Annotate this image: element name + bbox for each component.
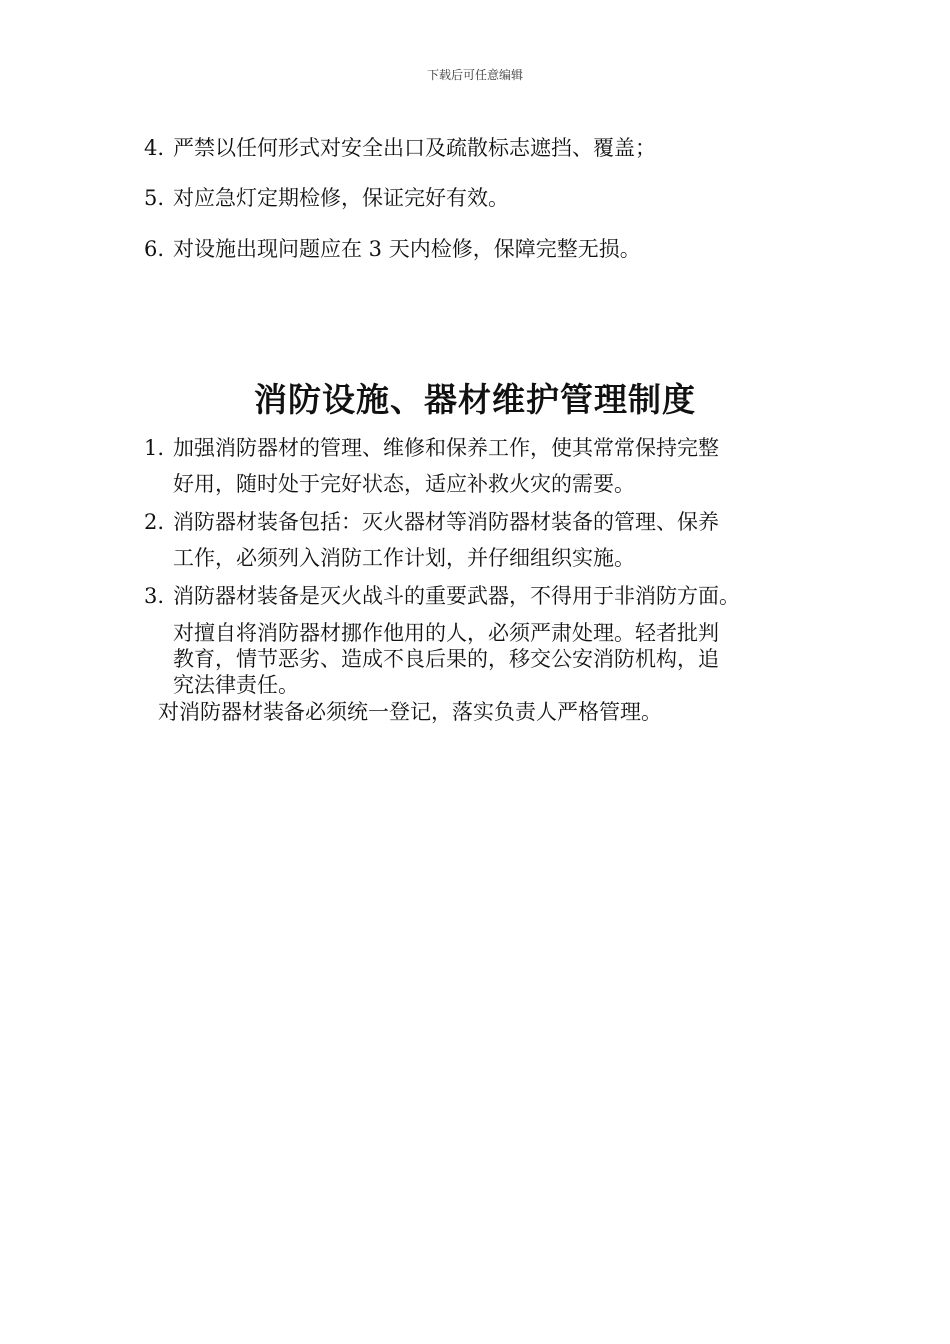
list-item-5: [144, 180, 509, 216]
list-item-text: 严禁以任何形式对安全出口及疏散标志遮挡、覆盖；: [173, 136, 656, 160]
section-item-3: [144, 578, 740, 614]
list-item-text: 消防器材装备包括：灭火器材等消防器材装备的管理、保养: [173, 510, 719, 534]
section-item-2: [144, 504, 719, 576]
paragraph-line: 究法律责任。: [173, 673, 299, 697]
section-title: 消防设施、器材维护管理制度: [254, 380, 696, 419]
list-item-number: 5.: [144, 186, 165, 210]
list-item-text: 加强消防器材的管理、维修和保养工作，使其常常保持完整: [173, 436, 719, 460]
list-item-number: 2.: [144, 510, 165, 534]
list-item-text: 消防器材装备是灭火战斗的重要武器，不得用于非消防方面。: [173, 584, 740, 608]
list-item-number: 1.: [144, 436, 165, 460]
list-item-number: 6.: [144, 237, 165, 261]
list-item-6: [144, 231, 641, 267]
paragraph-line: 教育，情节恶劣、造成不良后果的，移交公安消防机构，追: [173, 647, 719, 671]
list-item-number: 4.: [144, 136, 165, 160]
list-item-text: 对设施出现问题应在 3 天内检修，保障完整无损。: [173, 237, 641, 261]
paragraph-continuation: [173, 620, 719, 698]
header-note: 下载后可任意编辑: [426, 68, 523, 82]
final-line: 对消防器材装备必须统一登记，落实负责人严格管理。: [158, 700, 662, 724]
section-item-1: [144, 430, 719, 502]
list-item-4: [144, 130, 656, 166]
list-item-text-continued: 好用，随时处于完好状态，适应补救火灾的需要。: [173, 472, 635, 496]
list-item-number: 3.: [144, 584, 165, 608]
list-item-text-continued: 工作，必须列入消防工作计划，并仔细组织实施。: [173, 546, 635, 570]
list-item-text: 对应急灯定期检修，保证完好有效。: [173, 186, 509, 210]
paragraph-line: 对擅自将消防器材挪作他用的人，必须严肃处理。轻者批判: [173, 621, 719, 645]
